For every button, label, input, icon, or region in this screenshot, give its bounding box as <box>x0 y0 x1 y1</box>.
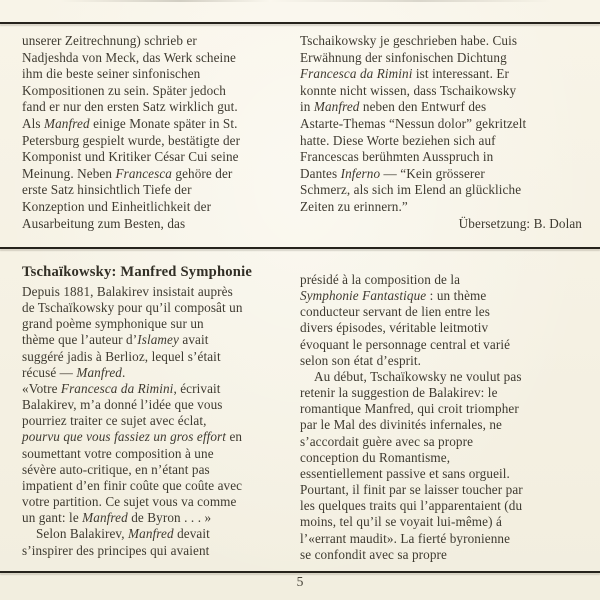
page-number: 5 <box>296 574 304 589</box>
text-line: Pourtant, il finit par se laisser toucher par <box>300 482 523 498</box>
text-line: essentiellement passive et sans orgueil. <box>300 465 510 481</box>
text-line: Petersburg gespielt wurde, bestätigte der <box>22 132 241 148</box>
text-line: s’inspirer des principes qui avaient <box>22 542 210 558</box>
scan-edge-artifact <box>0 0 600 2</box>
text-line: votre partition. Ce sujet vous va comme <box>22 494 237 510</box>
text-line: retenir la suggestion de Balakirev: le <box>300 385 498 401</box>
text-line: présidé à la composition de la <box>300 272 461 287</box>
text-line: Kompositionen zu sein. Später jedoch <box>22 82 226 98</box>
text-line: Konzeption und Einheitlichkeit der <box>22 198 212 214</box>
text-line: Astarte-Themas “Nessun dolor” gekritzelt <box>300 115 527 131</box>
section-heading: Tschaïkowsky: Manfred Symphonie <box>22 264 253 280</box>
text-line: in Manfred neben den Entwurf des <box>300 99 487 115</box>
text-line: Dantes Inferno — “Kein grösserer <box>300 165 485 181</box>
text-line: Übersetzung: B. Dolan <box>458 215 582 231</box>
text-line: hatte. Diese Worte beziehen sich auf <box>300 132 496 148</box>
text-line: pourvu que vous fassiez un gros effort en <box>22 429 243 445</box>
text-line: les quelques traits qui l’apparentaient (du <box>300 498 523 514</box>
text-line: Zeiten zu erinnern.” <box>300 198 408 214</box>
text-line: Komponist und Kritiker César Cui seine <box>22 149 239 165</box>
german-text-right-column <box>300 33 584 232</box>
text-line: Francescas berühmten Ausspruch in <box>300 149 494 165</box>
text-line: suggéré jadis à Berlioz, lequel s’était <box>22 348 221 364</box>
text-line: Nadjeshda von Meck, das Werk scheine <box>22 49 236 65</box>
text-line: se confondit avec sa propre <box>300 546 447 562</box>
text-line: divers épisodes, véritable leitmotiv <box>300 320 489 336</box>
german-text-left-column <box>22 33 290 232</box>
text-line: Balakirev, m’a donné l’idée que vous <box>22 397 223 413</box>
text-line: erste Satz hinsichtlich Tiefe der <box>22 182 192 198</box>
text-line: romantique Manfred, qui croit triompher <box>300 401 519 417</box>
text-line: Selon Balakirev, Manfred devait <box>36 526 210 542</box>
text-line: selon son état d’esprit. <box>300 352 422 368</box>
text-line: s’accordait guère avec sa propre <box>300 433 474 449</box>
text-line: Depuis 1881, Balakirev insistait auprès <box>22 284 233 299</box>
text-line: par le Mal des divinités infernales, ne <box>300 417 503 433</box>
text-line: Erwähnung der sinfonischen Dichtung <box>300 49 507 65</box>
text-line: konnte nicht wissen, dass Tschaikowsky <box>300 82 517 98</box>
bottom-rule <box>0 571 600 573</box>
text-line: évoquant le personnage central et varié <box>300 336 511 352</box>
french-text-right-column <box>300 272 588 563</box>
text-line: ihm die beste seiner sinfonischen <box>22 66 201 82</box>
text-line: un gant: le Manfred de Byron . . . » <box>22 510 212 526</box>
french-text-left-column <box>22 264 290 559</box>
text-line: sévère auto-critique, en n’étant pas <box>22 461 210 477</box>
text-line: moins, tel qu’il se voyait lui-même) á <box>300 514 502 530</box>
text-line: de Tschaïkowsky pour qu’il composât un <box>22 300 243 316</box>
text-line: soumettant votre composition à une <box>22 445 214 461</box>
text-line: Francesca da Rimini ist interessant. Er <box>300 66 510 82</box>
text-line: Ausarbeitung zum Besten, das <box>22 215 186 231</box>
text-line: impatient d’en finir coûte que coûte avec <box>22 477 243 493</box>
text-line: Tschaikowsky je geschrieben habe. Cuis <box>300 33 518 48</box>
text-line: Schmerz, als sich im Elend an glückliche <box>300 182 522 198</box>
text-line: «Votre Francesca da Rimini, écrivait <box>22 380 221 396</box>
top-rule <box>0 22 600 24</box>
text-line: Symphonie Fantastique : un thème <box>300 288 487 304</box>
french-left-lines <box>22 284 290 559</box>
text-line: grand poème symphonique sur un <box>22 316 204 332</box>
text-line: récusé — Manfred. <box>22 364 126 380</box>
text-line: conducteur servant de lien entre les <box>300 304 490 320</box>
text-line: Als Manfred einige Monate später in St. <box>22 115 238 131</box>
section-divider-rule <box>0 247 600 249</box>
text-line: unserer Zeitrechnung) schrieb er <box>22 33 197 48</box>
text-line: l’«errant maudit». La fierté byronienne <box>300 530 511 546</box>
text-line: Meinung. Neben Francesca gehöre der <box>22 165 233 181</box>
text-line: Au début, Tschaïkowsky ne voulut pas <box>314 368 522 384</box>
text-line: pourriez traiter ce sujet avec éclat, <box>22 413 207 429</box>
text-line: thème que l’auteur d’Islamey avait <box>22 332 209 348</box>
text-line: conception du Romantisme, <box>300 449 451 465</box>
text-line: fand er nur den ersten Satz wirklich gut. <box>22 99 238 115</box>
